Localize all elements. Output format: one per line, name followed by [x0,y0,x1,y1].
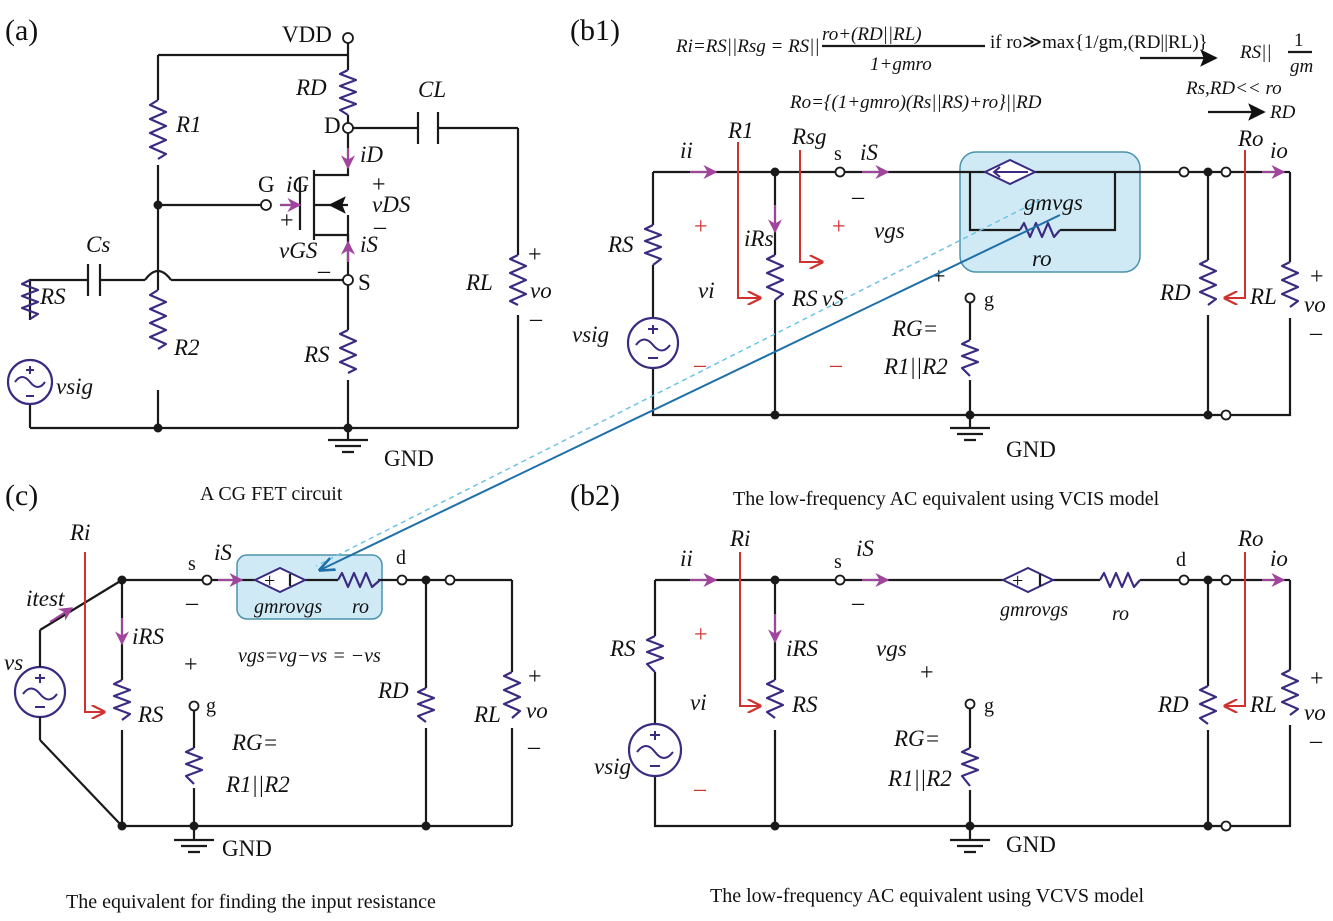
resistor-r2 [150,290,166,349]
node-dot [966,822,975,831]
label-is: iS [856,536,874,561]
panel-b2 [570,479,1326,907]
node-dot [190,822,199,831]
label-vs: vs [4,650,24,675]
node-dot [771,411,780,420]
ground-icon [328,428,368,452]
eq-ri-denominator: 1+gmro [870,54,932,75]
terminal [1222,822,1231,831]
label-is: iS [360,232,378,257]
resistor-ro [1100,573,1140,587]
label-rg: RG= [894,726,941,751]
label-rl: RL [1250,284,1277,309]
node-dot [771,822,780,831]
label-gmro-vgs: gmrovgs [254,596,323,618]
label-ri: Ri [730,526,751,551]
label-ro: ro [1032,246,1052,271]
label-itest: itest [26,586,65,611]
capacitor-cs [88,264,100,296]
eq-ri-condition: if ro≫max{1/gm,(RD||RL)} [990,32,1208,53]
label-vgs: vGS [279,238,318,263]
label-ro-out: Ro [1238,126,1264,151]
label-io: io [1270,138,1288,163]
resistor-rl [510,255,526,305]
plus-sign: + [528,242,542,268]
panel-a-label: (a) [5,14,39,47]
label-ri: Ri [70,520,91,545]
node-dot [1204,822,1213,831]
terminal [1222,411,1231,420]
node-dot [966,411,975,420]
label-s: S [358,270,371,295]
minus-sign: – [694,776,706,802]
minus-sign: – [694,352,706,378]
label-vo: vo [1304,292,1326,317]
eq-vgs: vgs=vg−vs = −vs [238,645,381,667]
arrow-rsg [800,150,822,262]
node-dot [154,424,163,433]
vcvs-source [1003,568,1053,592]
eq-ro: Ro={(1+gmro)(Rs||RS)+ro}||RD [790,92,1042,113]
label-rl: RL [474,702,501,727]
minus-sign: – [852,590,864,616]
label-r1r2: R1||R2 [888,766,952,791]
resistor-rd [1200,260,1216,305]
resistor-rl [504,672,520,718]
terminal-d [1180,576,1189,585]
label-vo: vo [530,278,552,303]
node-dot [422,576,431,585]
label-rsg: Rsg [792,124,827,149]
resistor-rd [418,688,434,722]
terminal [1222,168,1231,177]
label-rd: RD [1160,280,1191,305]
label-gnd: GND [1006,437,1056,462]
label-r1: R1 [728,118,754,143]
minus-sign: – [1310,320,1322,346]
terminal-g [261,200,271,210]
label-cl: CL [418,77,447,102]
plus-sign: + [932,264,946,290]
resistor-rg [186,748,202,784]
label-d: D [324,113,341,138]
label-d: d [396,547,406,569]
terminal [1222,576,1231,585]
plus-sign: + [184,652,198,678]
ground-icon [950,840,990,852]
plus-sign: + [920,660,934,686]
label-is: iS [214,540,232,565]
label-r1r2: R1||R2 [884,354,948,379]
node-dot [771,168,780,177]
label-vs: vS [822,286,844,311]
plus-sign: + [1310,666,1324,692]
plus-sign: + [264,570,276,592]
resistor-rg [962,340,978,376]
label-rs: RS [792,692,818,717]
label-id: iD [360,142,383,167]
eq-ro-result: RD [1270,102,1296,123]
capacitor-cl [418,112,438,144]
arrow-ri [740,552,760,706]
label-vsig: vsig [56,374,94,399]
label-ii: ii [680,546,693,571]
resistor-rl [1282,262,1298,307]
label-cs: Cs [86,232,111,257]
plus-sign: + [1310,264,1324,290]
ground-icon [174,840,214,852]
plus-sign: + [694,622,708,648]
label-vo: vo [1304,700,1326,725]
minus-sign: – [528,734,540,760]
minus-sign: – [530,306,542,332]
terminal-vdd [343,33,353,43]
terminal [1180,168,1189,177]
node-dot [1204,411,1213,420]
panel-a [5,14,552,505]
label-ro: ro [1112,603,1130,625]
resistor-rs [767,255,783,300]
label-rl: RL [1250,692,1277,717]
label-s: s [834,143,842,165]
label-d: d [1176,549,1186,571]
minus-sign: – [830,352,842,378]
panel-b1 [570,14,1326,510]
label-rl: RL [466,270,493,295]
node-dot [118,822,127,831]
label-gnd: GND [384,446,434,471]
caption-a: A CG FET circuit [200,483,343,505]
resistor-rd [340,70,356,115]
panel-c-label: (c) [5,479,39,512]
caption-b2: The low-frequency AC equivalent using VCVS model [710,885,1145,907]
link-arrow-dashed [316,200,1040,566]
label-rs-source: RS [40,284,66,309]
eq-ri-result: RS|| [1240,42,1272,63]
label-vgs: vgs [876,636,907,661]
eq-ri-frac-den: gm [1290,56,1314,77]
eq-ri: Ri=RS||Rsg = RS|| [676,36,820,57]
node-dot [1204,576,1213,585]
resistor-rs-source [645,225,661,265]
label-g: g [984,289,994,311]
terminal-g [966,700,975,709]
minus-sign: – [186,590,198,616]
eq-ri-frac-num: 1 [1294,30,1304,51]
arrow-ri [85,552,104,712]
label-vo: vo [526,698,548,723]
label-vds: vDS [372,192,411,217]
label-rs-source: RS [610,636,636,661]
eq-ro-condition: Rs,RD<< ro [1186,78,1282,99]
eq-ri-numerator: ro+(RD||RL) [822,24,922,45]
label-s: s [188,553,196,575]
label-rs: RS [304,342,330,367]
label-vgs: vgs [874,218,905,243]
label-rg: RG= [892,316,939,341]
resistor-rl [1282,670,1298,715]
resistor-r1 [150,100,166,159]
label-is: iS [860,140,878,165]
label-gnd: GND [222,836,272,861]
resistor-rs [340,330,356,373]
terminal-s [836,168,845,177]
plus-sign: + [372,172,386,198]
label-rs: RS [138,702,164,727]
label-io: io [1270,546,1288,571]
label-g: G [258,172,275,197]
node-dot [771,576,780,585]
label-r2: R2 [174,335,200,360]
link-arrow-solid [320,215,1060,570]
terminal-d [398,576,407,585]
label-vi: vi [698,278,715,303]
minus-sign: – [374,214,386,240]
panel-b2-label: (b2) [570,479,620,512]
ground-icon [950,428,990,440]
terminal-d [343,123,353,133]
label-rd: RD [378,678,409,703]
label-vdd: VDD [282,22,332,47]
terminal-s [836,576,845,585]
terminal-s [343,275,353,285]
resistor-rd [1200,686,1216,724]
resistor-rg [962,748,978,786]
label-vsig: vsig [572,322,610,347]
node-dot [1204,168,1213,177]
label-r1: R1 [176,112,202,137]
label-rg: RG= [232,730,279,755]
panel-b2-wires [655,580,1290,840]
label-rs-source: RS [608,232,634,257]
label-s: s [834,551,842,573]
plus-sign: + [528,664,542,690]
label-vi: vi [690,690,707,715]
minus-sign: – [852,184,864,210]
label-irs: iRS [132,624,164,649]
terminal-g [966,294,975,303]
plus-sign: + [694,214,708,240]
resistor-rs [114,680,130,720]
label-vsig: vsig [594,754,632,779]
label-ro-out: Ro [1238,526,1264,551]
label-rs: RS [792,286,818,311]
label-irs: iRs [744,226,774,251]
panel-c [4,479,548,913]
plus-sign: + [1012,570,1024,592]
node-dot [118,576,127,585]
minus-sign: – [1310,728,1322,754]
minus-sign: – [318,258,330,284]
terminal-s [203,576,212,585]
label-rd: RD [1158,692,1189,717]
label-r1r2: R1||R2 [226,772,290,797]
label-gm-vgs: gmvgs [1024,190,1083,215]
resistor-rs-source [647,636,663,672]
label-g: g [206,695,216,717]
terminal [446,576,455,585]
node-dot [422,822,431,831]
label-rd: RD [296,75,327,100]
label-irs: iRS [786,636,818,661]
label-ig: iG [286,172,309,197]
label-ii: ii [680,138,693,163]
caption-c: The equivalent for finding the input resistance [66,891,436,913]
plus-sign: + [280,208,294,234]
label-gnd: GND [1006,832,1056,857]
terminal-g [190,702,199,711]
resistor-rs [767,680,783,718]
arrow-r1 [738,142,760,298]
label-g: g [984,695,994,717]
plus-sign: + [832,214,846,240]
label-ro: ro [352,596,370,618]
node-dot [154,201,163,210]
panel-b1-label: (b1) [570,14,620,47]
caption-b1: The low-frequency AC equivalent using VCIS model [733,488,1160,510]
label-gmro-vgs: gmrovgs [1000,599,1069,621]
